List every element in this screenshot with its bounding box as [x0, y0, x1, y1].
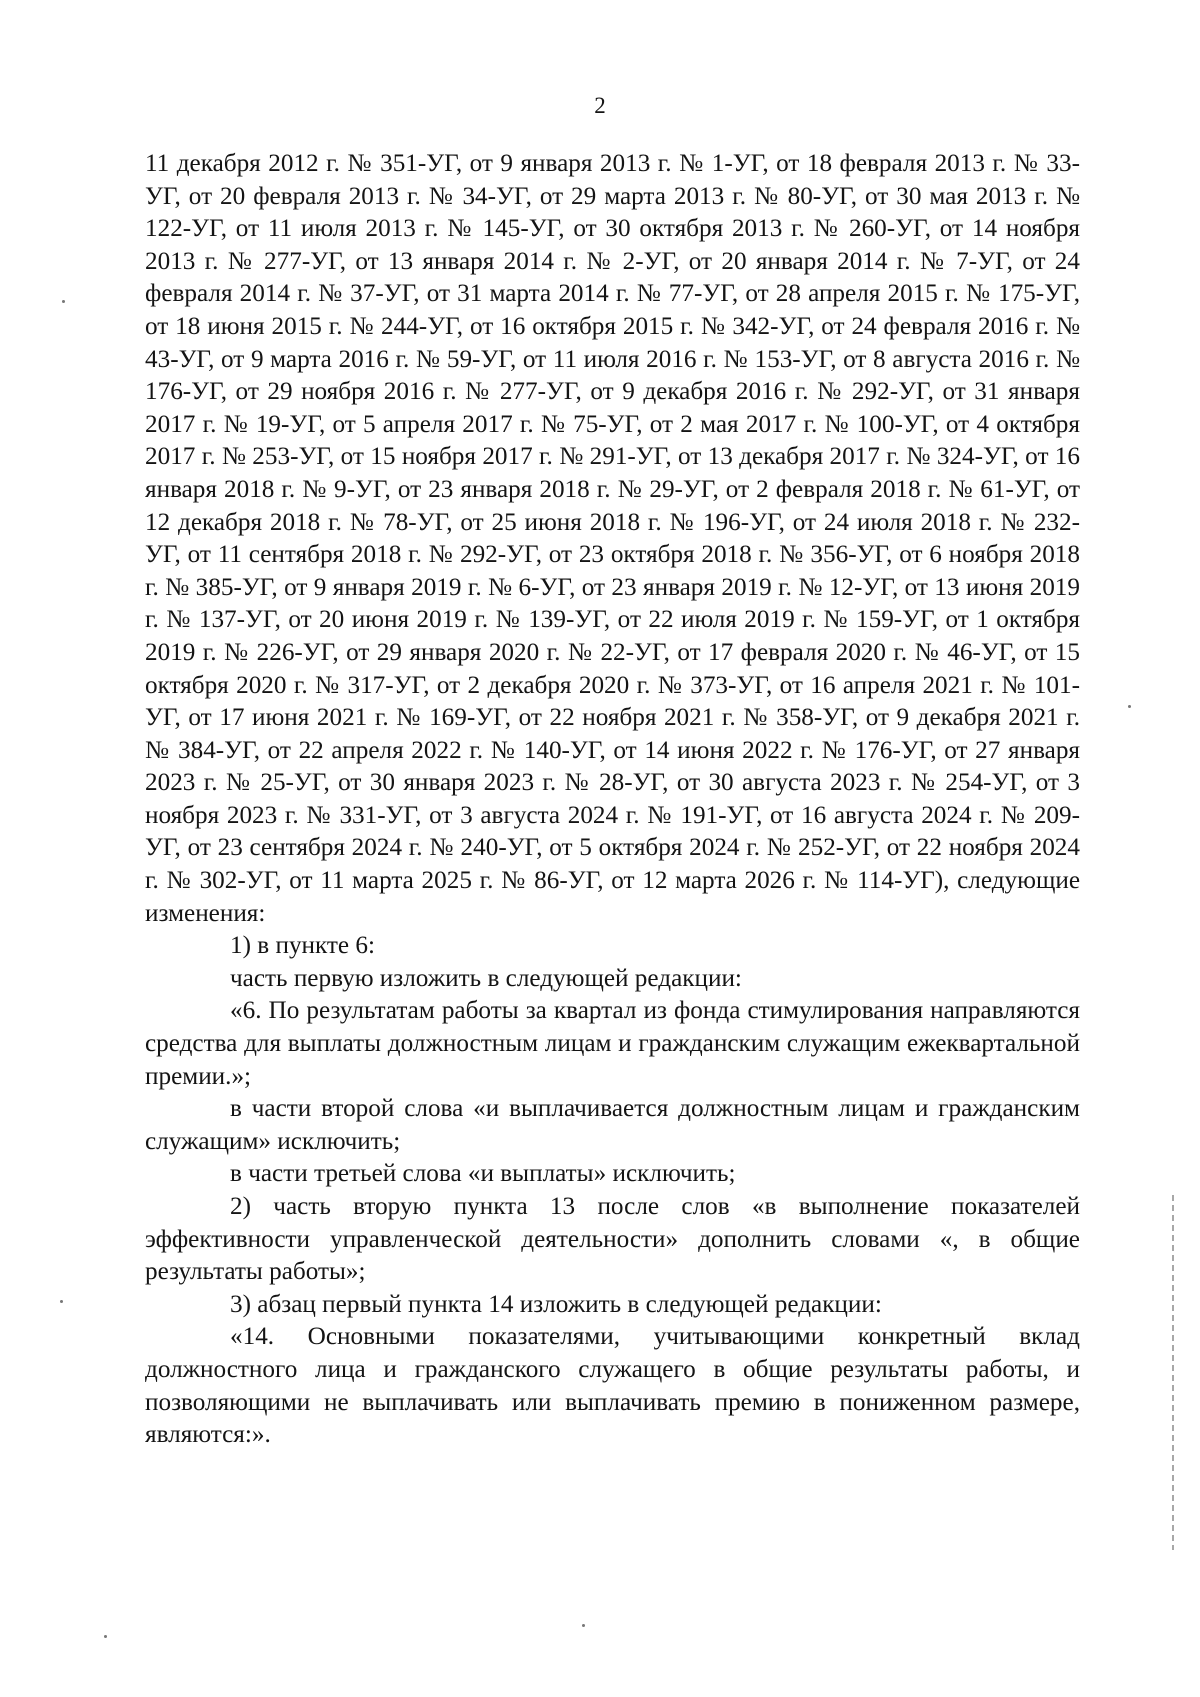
paragraph-new-point-6: «6. По результатам работы за квартал из фонда стимулирования направляются средства для выплаты должностным лицам и гражданским служащим ежеквартальной премии.»;	[145, 997, 1080, 1090]
paragraph-item-1: 1) в пункте 6:	[230, 932, 376, 960]
paragraph-part-two: в части второй слова «и выплачивается должностным лицам и гражданским служащим» исключить;	[145, 1095, 1080, 1155]
paragraph-item-2: 2) часть вторую пункта 13 после слов «в выполнение показателей эффективности управленческой деятельности» дополнить словами «, в общие результаты работы»;	[145, 1193, 1080, 1286]
paragraph-part-three: в части третьей слова «и выплаты» исключить;	[230, 1160, 736, 1188]
paragraph-part-one: часть первую изложить в следующей редакции:	[230, 964, 742, 992]
paragraph-new-point-14: «14. Основными показателями, учитывающими конкретный вклад должностного лица и гражданского служащего в общие результаты работы, и позволяющими не выплачивать или выплачивать премию в пониженном размере, являются:».	[145, 1323, 1080, 1449]
scan-speck	[60, 1300, 63, 1303]
scan-speck	[582, 1624, 585, 1627]
paragraph-item-3: 3) абзац первый пункта 14 изложить в следующей редакции:	[230, 1290, 882, 1318]
document-body	[145, 148, 1080, 1452]
scan-edge-mark	[1172, 1195, 1174, 1550]
scan-speck	[1128, 705, 1131, 708]
paragraph-amendment-list: 11 декабря 2012 г. № 351-УГ, от 9 января 2013 г. № 1-УГ, от 18 февраля 2013 г. № 33-УГ, от 20 февраля 2013 г. № 34-УГ, от 29 марта 2013 г. № 80-УГ, от 30 мая 2013 г. № 122-УГ, от 11 июля 2013 г. № 145-УГ, от 30 октября 2013 г. № 260-УГ, от 14 ноября 2013 г. № 277-УГ, от 13 января 2014 г. № 2-УГ, от 20 января 2014 г. № 7-УГ, от 24 февраля 2014 г. № 37-УГ, от 31 марта 2014 г. № 77-УГ, от 28 апреля 2015 г. № 175-УГ, от 18 июня 2015 г. № 244-УГ, от 16 октября 2015 г. № 342-УГ, от 24 февраля 2016 г. № 43-УГ, от 9 марта 2016 г. № 59-УГ, от 11 июля 2016 г. № 153-УГ, от 8 августа 2016 г. № 176-УГ, от 29 ноября 2016 г. № 277-УГ, от 9 декабря 2016 г. № 292-УГ, от 31 января 2017 г. № 19-УГ, от 5 апреля 2017 г. № 75-УГ, от 2 мая 2017 г. № 100-УГ, от 4 октября 2017 г. № 253-УГ, от 15 ноября 2017 г. № 291-УГ, от 13 декабря 2017 г. № 324-УГ, от 16 января 2018 г. № 9-УГ, от 23 января 2018 г. № 29-УГ, от 2 февраля 2018 г. № 61-УГ, от 12 декабря 2018 г. № 78-УГ, от 25 июня 2018 г. № 196-УГ, от 24 июля 2018 г. № 232-УГ, от 11 сентября 2018 г. № 292-УГ, от 23 октября 2018 г. № 356-УГ, от 6 ноября 2018 г. № 385-УГ, от 9 января 2019 г. № 6-УГ, от 23 января 2019 г. № 12-УГ, от 13 июня 2019 г. № 137-УГ, от 20 июня 2019 г. № 139-УГ, от 22 июля 2019 г. № 159-УГ, от 1 октября 2019 г. № 226-УГ, от 29 января 2020 г. № 22-УГ, от 17 февраля 2020 г. № 46-УГ, от 15 октября 2020 г. № 317-УГ, от 2 декабря 2020 г. № 373-УГ, от 16 апреля 2021 г. № 101-УГ, от 17 июня 2021 г. № 169-УГ, от 22 ноября 2021 г. № 358-УГ, от 9 декабря 2021 г. № 384-УГ, от 22 апреля 2022 г. № 140-УГ, от 14 июня 2022 г. № 176-УГ, от 27 января 2023 г. № 25-УГ, от 30 января 2023 г. № 28-УГ, от 30 августа 2023 г. № 254-УГ, от 3 ноября 2023 г. № 331-УГ, от 3 августа 2024 г. № 191-УГ, от 16 августа 2024 г. № 209-УГ, от 23 сентября 2024 г. № 240-УГ, от 5 октября 2024 г. № 252-УГ, от 22 ноября 2024 г. № 302-УГ, от 11 марта 2025 г. № 86-УГ, от 12 марта 2026 г. № 114-УГ), следующие изменения:	[145, 150, 1080, 927]
scan-speck	[62, 300, 65, 303]
page-number: 2	[594, 93, 606, 118]
scan-speck	[104, 1635, 107, 1638]
